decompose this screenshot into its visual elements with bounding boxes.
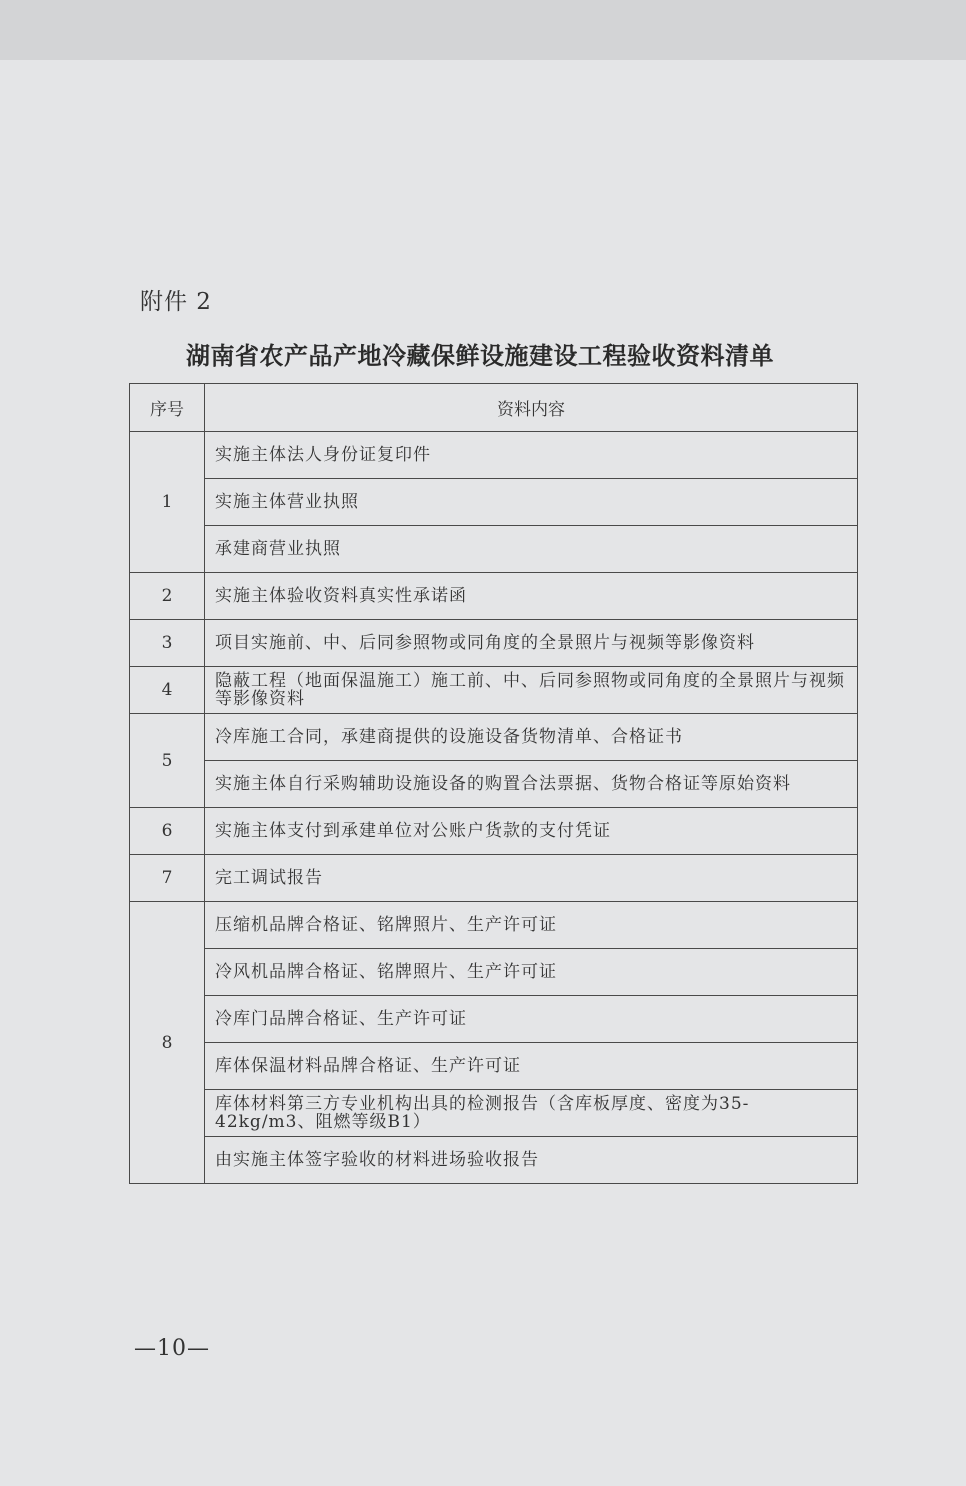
row-number: 5: [130, 714, 205, 808]
row-number: 6: [130, 808, 205, 855]
table-row: [130, 949, 858, 996]
row-number: 7: [130, 855, 205, 902]
row-content: 冷库门品牌合格证、生产许可证: [205, 996, 858, 1043]
table-row: [130, 1043, 858, 1090]
header-seq: 序号: [130, 384, 205, 432]
row-content: 冷库施工合同，承建商提供的设施设备货物清单、合格证书: [205, 714, 858, 761]
row-content: 库体保温材料品牌合格证、生产许可证: [205, 1043, 858, 1090]
row-content: 实施主体支付到承建单位对公账户货款的支付凭证: [205, 808, 858, 855]
table-row: [130, 996, 858, 1043]
row-content: 承建商营业执照: [205, 526, 858, 573]
table-row: [130, 432, 858, 479]
table-row: [130, 1090, 858, 1137]
table-row: [130, 1137, 858, 1184]
document-title: 湖南省农产品产地冷藏保鲜设施建设工程验收资料清单: [186, 341, 774, 370]
table-row: [130, 714, 858, 761]
page-number: —10—: [134, 1336, 210, 1361]
header-content: 资料内容: [205, 384, 858, 432]
row-content: 压缩机品牌合格证、铭牌照片、生产许可证: [205, 902, 858, 949]
row-content: 实施主体自行采购辅助设施设备的购置合法票据、货物合格证等原始资料: [205, 761, 858, 808]
table-row: [130, 479, 858, 526]
table-row: [130, 761, 858, 808]
row-number: 2: [130, 573, 205, 620]
attachment-label: 附件 2: [140, 289, 212, 315]
table-row: [130, 573, 858, 620]
row-number: 1: [130, 432, 205, 573]
table-row: [130, 667, 858, 714]
row-content: 完工调试报告: [205, 855, 858, 902]
acceptance-materials-table: [129, 383, 858, 1184]
row-content: 实施主体营业执照: [205, 479, 858, 526]
row-number: 8: [130, 902, 205, 1184]
row-number: 4: [130, 667, 205, 714]
row-content: 实施主体验收资料真实性承诺函: [205, 573, 858, 620]
row-content: 冷风机品牌合格证、铭牌照片、生产许可证: [205, 949, 858, 996]
row-number: 3: [130, 620, 205, 667]
table-row: [130, 526, 858, 573]
table-row: [130, 902, 858, 949]
page-top-edge: [0, 0, 966, 61]
row-content: 库体材料第三方专业机构出具的检测报告（含库板厚度、密度为35-42kg/m3、阻燃等级B1）: [205, 1090, 858, 1137]
table-row: [130, 808, 858, 855]
table-row: [130, 620, 858, 667]
row-content: 实施主体法人身份证复印件: [205, 432, 858, 479]
row-content: 由实施主体签字验收的材料进场验收报告: [205, 1137, 858, 1184]
table-row: [130, 855, 858, 902]
row-content: 项目实施前、中、后同参照物或同角度的全景照片与视频等影像资料: [205, 620, 858, 667]
row-content: 隐蔽工程（地面保温施工）施工前、中、后同参照物或同角度的全景照片与视频等影像资料: [205, 667, 858, 714]
